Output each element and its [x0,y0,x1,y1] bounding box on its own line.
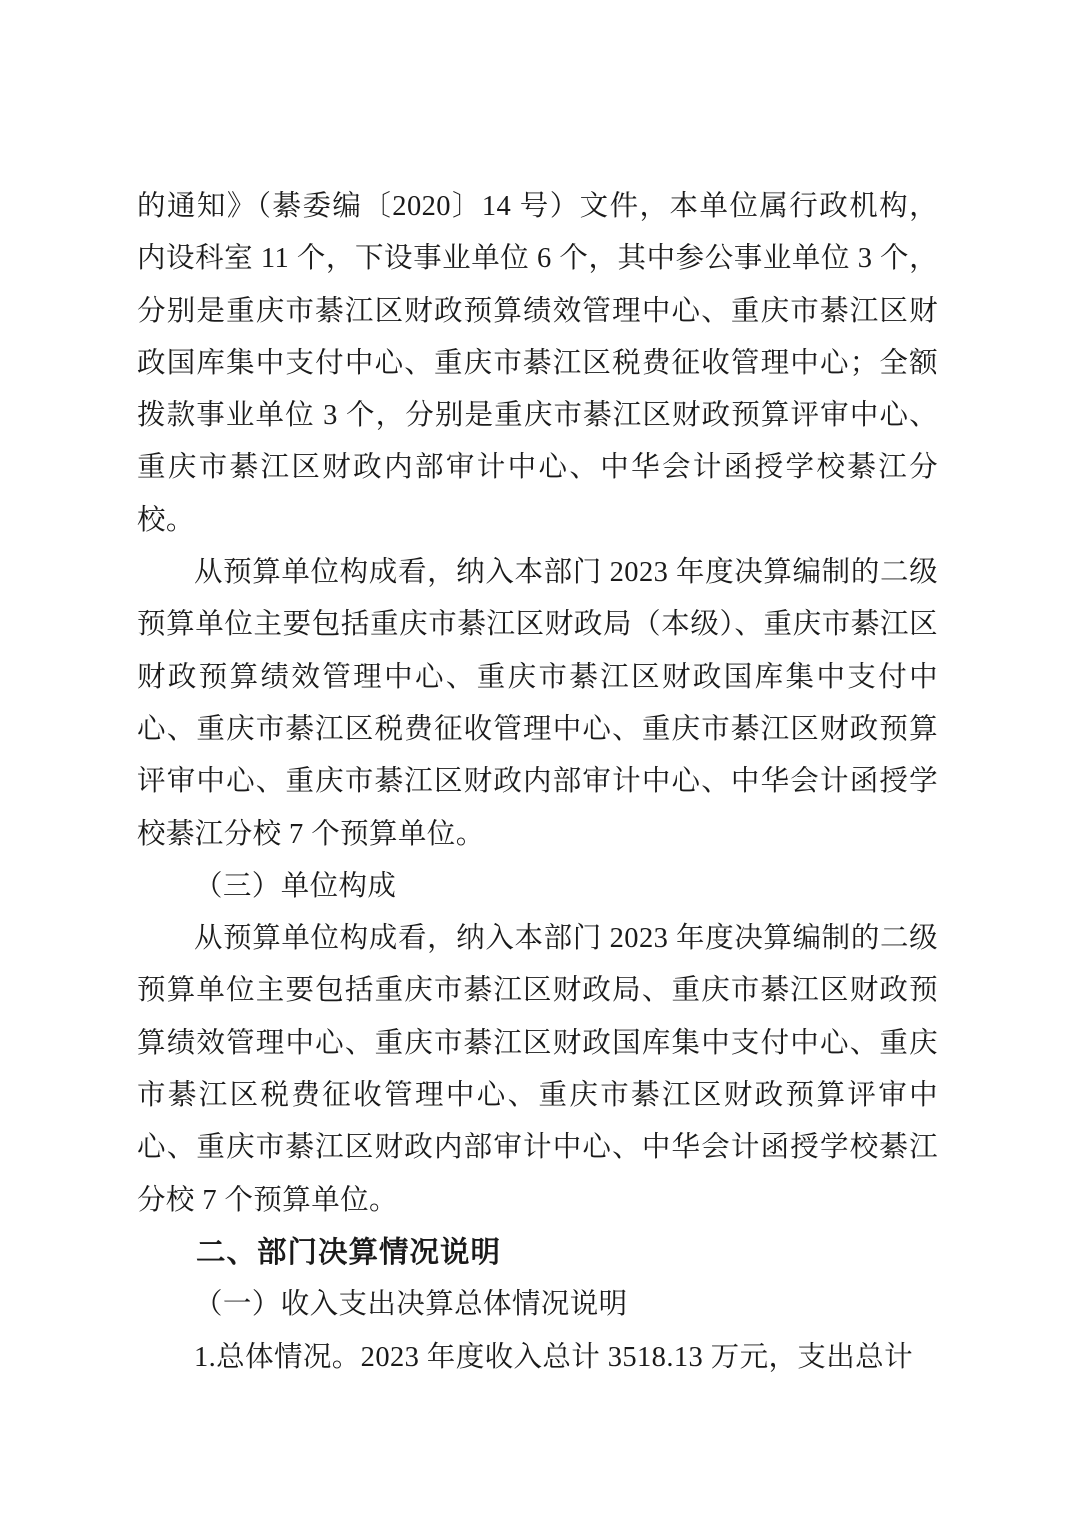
paragraph-overall-situation: 1.总体情况。2023 年度收入总计 3518.13 万元，支出总计 [194,1341,913,1373]
heading-section-1-revenue-expenditure: （一）收入支出决算总体情况说明 [194,1289,628,1321]
document-body [137,181,938,1384]
heading-section-3-unit-composition: （三）单位构成 [194,870,397,902]
paragraph-budget-units-2: 从预算单位构成看，纳入本部门 2023 年度决算编制的二级预算单位主要包括重庆市綦江区财政局、重庆市綦江区财政预算绩效管理中心、重庆市綦江区财政国库集中支付中心、重庆市綦江区税费征收管理中心、重庆市綦江区财政预算评审中心、重庆市綦江区财政内部审计中心、中华会计函授学校綦江分校 7 个预算单位。 [137,923,938,1216]
paragraph-continuation: 的通知》（綦委编〔2020〕14 号）文件，本单位属行政机构，内设科室 11 个，下设事业单位 6 个，其中参公事业单位 3 个，分别是重庆市綦江区财政预算绩效管理中心、重庆市綦江区财政国库集中支付中心、重庆市綦江区税费征收管理中心；全额拨款事业单位 3 个，分别是重庆市綦江区财政预算评审中心、重庆市綦江区财政内部审计中心、中华会计函授学校綦江分校。 [137,191,938,536]
paragraph-budget-units-1: 从预算单位构成看，纳入本部门 2023 年度决算编制的二级预算单位主要包括重庆市綦江区财政局（本级）、重庆市綦江区财政预算绩效管理中心、重庆市綦江区财政国库集中支付中心、重庆市綦江区税费征收管理中心、重庆市綦江区财政预算评审中心、重庆市綦江区财政内部审计中心、中华会计函授学校綦江分校 7 个预算单位。 [137,557,938,850]
heading-part-2-final-accounts: 二、部门决算情况说明 [196,1235,502,1269]
